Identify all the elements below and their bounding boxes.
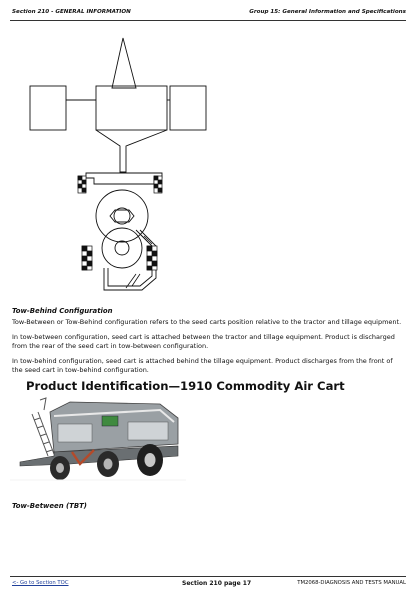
brand-decal xyxy=(102,416,118,426)
hitch-drawbar xyxy=(112,38,136,88)
header-section: Section 210 - GENERAL INFORMATION xyxy=(12,9,131,15)
tank-rear xyxy=(102,228,142,268)
wheel-front-right xyxy=(154,176,162,193)
footer-rule xyxy=(10,576,406,577)
paragraph-2: In tow-between configuration, seed cart is attached between the tractor and tillage equipment. Product is discharged from the rear of the seed cart in tow-between configuration. xyxy=(12,333,395,350)
cart-front-axle xyxy=(86,173,162,184)
tow-behind-diagram xyxy=(16,24,228,300)
paragraph-1: Tow-Between or Tow-Behind configuration refers to the seed carts position relative to the tractor and tillage equipment. xyxy=(12,318,402,326)
wheel-front-left xyxy=(78,176,86,193)
section-heading: Product Identification—1910 Commodity Air Cart xyxy=(26,379,345,393)
air-cart-photo xyxy=(10,394,186,498)
tillage-wing-right xyxy=(170,86,206,130)
page-footer xyxy=(12,580,406,590)
figure1-caption: Tow-Behind Configuration xyxy=(12,307,113,315)
header-group: Group 15: General Information and Specifications xyxy=(249,9,406,15)
footer-manual-title: TM2068-DIAGNOSIS AND TESTS MANUAL xyxy=(297,580,406,586)
footer-page-number: Section 210 page 17 xyxy=(182,580,252,587)
tillage-center-section xyxy=(96,86,167,130)
paragraph-3: In tow-behind configuration, seed cart is attached behind the tillage equipment. Product discharges from the front of the seed cart in tow-behind configuration. xyxy=(12,357,393,374)
header-rule xyxy=(10,20,406,21)
figure2-caption: Tow-Between (TBT) xyxy=(12,502,87,510)
wheel-rear-left xyxy=(82,246,92,270)
cart-rear-frame xyxy=(108,230,152,286)
rear-wheel xyxy=(137,444,163,476)
tillage-wing-left xyxy=(30,86,66,130)
section-toc-link[interactable]: <- Go to Section TOC xyxy=(12,580,69,586)
rear-hitch xyxy=(96,130,167,172)
wheel-rear-right xyxy=(147,246,157,270)
